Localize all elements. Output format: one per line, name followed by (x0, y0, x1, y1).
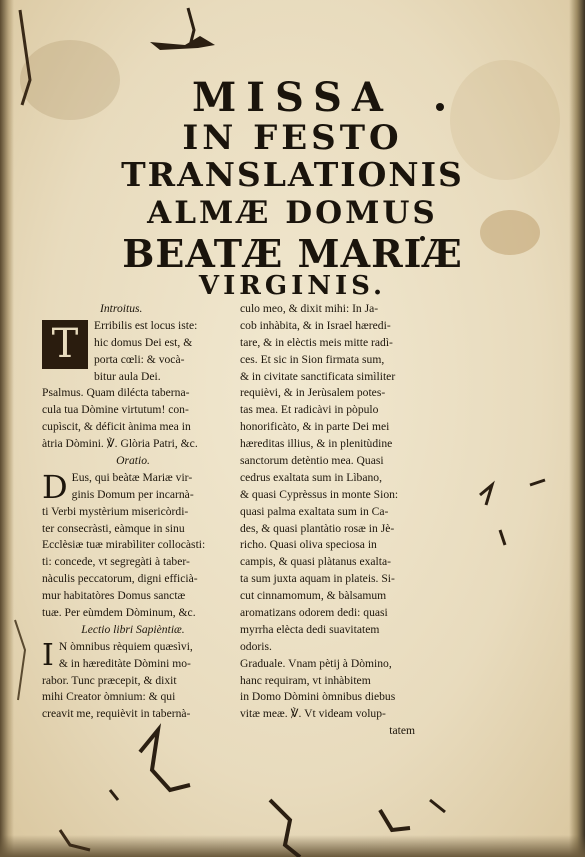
lectio-continued-line: richo. Quasi oliva speciosa in (240, 538, 377, 552)
oratio-line: ter consecràsti, eàmque in sinu (42, 521, 185, 535)
title-line-3: TRANSLATIONIS (121, 155, 464, 194)
title-line-5: BEATÆ MARIÆ (122, 231, 463, 276)
lectio-continued-line: hæreditas illius, & in plenitùdine (240, 437, 393, 451)
psalmus-line: Psalmus. Quam dilécta taberna- (42, 386, 190, 400)
introit-line: bitur aula Dei. (94, 369, 161, 383)
lectio-continued-line: ces. Et sic in Sion firmata sum, (240, 352, 385, 366)
lectio-continued-line: cut cinnamomum, & bàlsamum (240, 589, 387, 603)
lectio-continued-line: & in civitate sanctificata simìliter (240, 369, 396, 383)
psalmus-line: àtria Dòmini. ℣. Glòria Patri, &c. (42, 437, 198, 451)
lectio-continued-line: honorificàto, & in parte Dei mei (240, 420, 390, 434)
oratio-line: nàculis peccatorum, digni efficià- (42, 572, 198, 586)
lectio-line: N òmnibus rèquiem quæsìvi, (58, 639, 193, 653)
lectio-continued-line: cob inhàbita, & in Israel hæredi- (240, 318, 391, 332)
lectio-continued-line: tare, & in elèctis meis mitte radì- (240, 335, 393, 349)
lectio-label: Lectio libri Sapièntiæ. (81, 622, 185, 636)
introitus-label: Introitus. (100, 302, 143, 315)
psalmus-line: cupìscit, & déficit ànima mea in (42, 420, 191, 434)
graduale-line: Graduale. Vnam pètij à Dòmino, (240, 656, 392, 670)
lectio-continued-line: myrrha elècta dedi suavitatem (240, 622, 380, 636)
lectio-continued-line: tas mea. Et radicàvi in pòpulo (240, 403, 379, 417)
introit-paragraph (42, 318, 224, 386)
right-column (240, 301, 415, 740)
lectio-continued-line: culo meo, & dixit mihi: In Ja- (240, 302, 379, 315)
lectio-continued-line: cedrus exaltata sum in Lìbano, (240, 470, 382, 484)
left-column (42, 301, 224, 723)
catchword: tatem (389, 724, 415, 738)
oratio-line: Eus, qui beàtæ Mariæ vir- (71, 470, 193, 484)
graduale-line: hanc requiram, vt inhàbitem (240, 673, 371, 687)
lectio-line: mihi Creator òmnium: & qui (42, 690, 176, 704)
lectio-continued-line: des, & quasi plantàtio rosæ in Jè- (240, 521, 395, 535)
lectio-continued-line: requièvi, & in Jerùsalem potes- (240, 386, 386, 400)
lectio-paragraph (42, 639, 224, 673)
title-line-4: ALMÆ DOMUS (147, 195, 438, 231)
lectio-continued-line: quasi palma exaltata sum in Ca- (240, 504, 389, 518)
lectio-continued-line: campis, & quasi plàtanus exalta- (240, 555, 391, 569)
oratio-line: mur habitatòres Domus sanctæ (42, 589, 186, 603)
graduale-line: vitæ meæ. ℣. Vt videam volup- (240, 707, 386, 721)
graduale-line: in Domo Dòmini òmnibus diebus (240, 690, 396, 704)
title-line-1: MISSA (192, 74, 393, 121)
introit-line: porta cœli: & vocà- (94, 352, 185, 366)
lectio-line: rabor. Tunc præcepit, & dixit (42, 673, 177, 687)
psalmus-line: cula tua Dòmine virtutum! con- (42, 403, 189, 417)
decorated-initial: T (42, 320, 88, 369)
title-line-2: IN FESTO (182, 118, 403, 158)
oratio-line: tuæ. Per eùmdem Dòminum, &c. (42, 606, 196, 620)
lectio-continued-line: ta sum juxta aquam in plateis. Si- (240, 572, 395, 586)
oratio-line: ti Verbi mystèrium misericòrdi- (42, 504, 189, 518)
lectio-line: creavit me, requièvit in tabernà- (42, 707, 191, 721)
lectio-continued-line: sanctorum detèntio mea. Quasi (240, 454, 384, 468)
lectio-continued-line: aromatizans odorem dedi: quasi (240, 606, 388, 620)
oratio-line: ginis Domum per incarnà- (71, 487, 194, 501)
lectio-initial: I (42, 638, 54, 673)
oratio-paragraph (42, 470, 224, 504)
oratio-label: Oratio. (116, 454, 150, 468)
lectio-line: & in hæreditàte Dòmini mo- (58, 656, 191, 670)
lectio-continued-line: & quasi Cyprèssus in monte Sion: (240, 487, 399, 501)
lectio-continued-line: odoris. (240, 639, 272, 653)
oratio-line: ti: concede, vt segregàti à taber- (42, 555, 190, 569)
oratio-initial: D (42, 469, 68, 504)
oratio-line: Ecclèsiæ tuæ mirabìliter collocàsti: (42, 538, 206, 552)
introit-line: Erribilis est locus iste: (94, 318, 198, 332)
title-line-6: VIRGINIS. (198, 271, 387, 301)
introit-line: hic domus Dei est, & (94, 335, 193, 349)
